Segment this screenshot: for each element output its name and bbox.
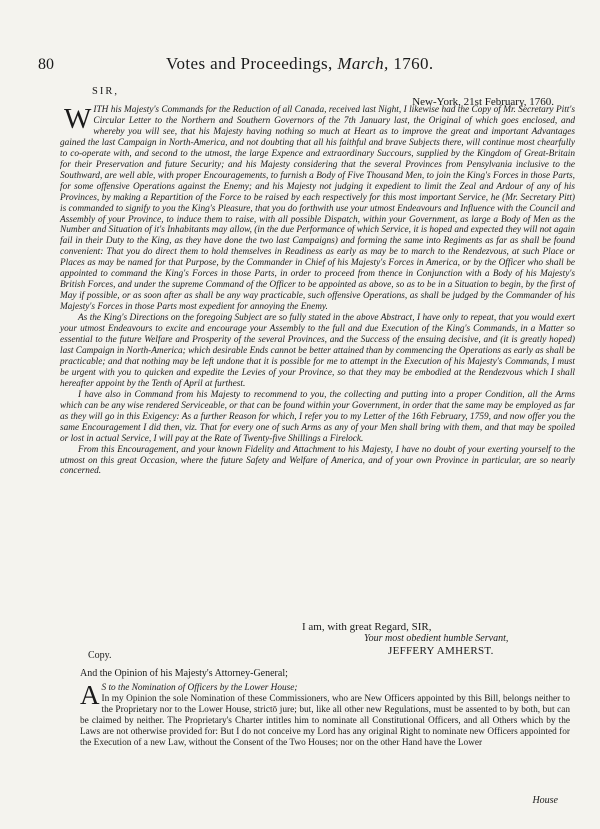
letter-paragraph-4: From this Encouragement, and your known Fidelity and Attachment to his Majesty, I have no doubt of your exerting yourself to the utmost on this great Occasion, where the future Safety and Welfare of America, and of your own Province in particular, are so nearly concerned. bbox=[60, 444, 575, 477]
letter-date: New-York, 21st February, 1760. bbox=[412, 96, 554, 108]
drop-cap: W bbox=[64, 103, 92, 135]
running-title-month: March, bbox=[337, 54, 389, 73]
letter-salutation: SIR, bbox=[92, 86, 119, 97]
letter-body bbox=[60, 105, 575, 477]
running-title-prefix: Votes and Proceedings, bbox=[166, 54, 333, 73]
running-title-year: 1760. bbox=[393, 54, 434, 73]
running-title bbox=[166, 54, 434, 74]
opinion-intro: And the Opinion of his Majesty's Attorney-General; bbox=[80, 668, 288, 679]
opinion-heading bbox=[80, 680, 570, 710]
catchword: House bbox=[532, 795, 558, 806]
letter-subscription: Your most obedient humble Servant, bbox=[364, 633, 509, 644]
page-number: 80 bbox=[38, 56, 54, 73]
letter-paragraph-1-text: ITH his Majesty's Commands for the Reduction of all Canada, received last Night, I likewise had the Copy of Mr. Secretary Pitt's Circular Letter to the Northern and Southern Governors of the 7th January last, the Original of which goes enclosed, and whereby you will see, that his Majesty having nothing so much at Heart as to improve the great and important Advantages gained the last Campaign in North-America, and not doubting that all his faithful and brave Subjects there, will continue most chearfully to co-operate with, and second to the utmost, the large Expence and extraordinary Succours, supplied by the Kingdom of Great-Britain for their Preservation and future Security; and his Majesty considering that the several Provinces from Pensylvania inclusive to the Southward, are well able, with proper Encouragements, to furnish a Body of Five Thousand Men, to join the King's Forces in those Parts, for some offensive Operations against the Enemy; and his Majesty not judging it expedient to limit the Zeal and Ardour of any of his Provinces, by making a Repartition of the Force to be raised by each respectively for this most important Service, he (Mr. Secretary Pitt) is commanded to signify to you the King's Pleasure, that you do forthwith use your utmost Endeavours and Influence with the Council and Assembly of your Province, to induce them to raise, with all possible Dispatch, within your Government, as large a Body of Men as the Number and Situation of it's Inhabitants may allow, (in the due Performance of which Service, it is hoped and expected they will not again fail in their Duty to the King, as they have done the two last Campaigns) and forming the same into Regiments as far as shall be found convenient: That you do direct them to hold themselves in Readiness as early as may be to march to the Rendezvous, at such Place or Places as may be named for that Purpose, by the Commander in Chief of his Majesty's Forces in America, or by the Officer who shall be appointed to command the King's Forces in those Parts, in order to proceed from thence in Conjunction with a Body of his Majesty's British Forces, and under the supreme Command of the Officer to be appointed as above, so as to be in a Situation to begin, by the first of May if possible, or as soon after as shall be any way practicable, such offensive Operations, as shall be judged by the Commander of his Majesty's Forces in those Parts most expedient for annoying the Enemy. bbox=[60, 105, 575, 313]
letter-paragraph-1 bbox=[60, 105, 575, 313]
letter-paragraph-3: I have also in Command from his Majesty to recommend to you, the collecting and putting into a proper Condition, all the Arms which can be any wise rendered Serviceable, or that can be found within your Government, in order that the same may be employed as far as they will go in this Exigency: As a further Reason for which, I refer you to my Letter of the 16th February, 1759, and now offer you the same Encouragement I did then, viz. That for every one of such Arms as any of your Men shall bring with them, and that may be spoiled or lost in actual Service, I will pay at the Rate of Twenty-five Shillings a Firelock. bbox=[60, 389, 575, 444]
letter-closing: I am, with great Regard, SIR, bbox=[302, 621, 432, 633]
letter-paragraph-2: As the King's Directions on the foregoing Subject are so fully stated in the above Abstract, I have only to repeat, that you would exert your utmost Endeavours to excite and encourage your Assembly to the full and due Execution of the King's Commands, in a Matter so essential to the future Welfare and Prosperity of the several Provinces, and the Success of the ensuing decisive, and (it is greatly hoped) last Campaign in North-America; which desirable Ends cannot be better attained than by commencing the Operations as early as shall be practicable; and that nothing may be left undone that it is possible for me to attempt in the Execution of his Majesty's Commands, I must be urgent with you to quicken and expedite the Levies of your Province, so that they may be embodied at the Rendezvous which I shall hereafter appoint by the Tenth of April at furthest. bbox=[60, 313, 575, 389]
opinion-heading-text: S to the Nomination of Officers by the Lower House; bbox=[101, 683, 298, 693]
opinion-body bbox=[80, 680, 570, 749]
opinion-paragraph: In my Opinion the sole Nomination of these Commissioners, who are New Officers appointed by this Bill, belongs neither to the Proprietary nor to the Lower House, strictō jure; but, like all other new Regulations, must be assented to by both, but can be claimed by neither. The Proprietary's Charter intitles him to nominate all Constitutional Officers, and all Others which by the Laws are not otherwise provided for: But I do not conceive my Lord has any original Right to nominate new Officers appointed for the Execution of a new Law, without the Consent of the Two Houses; nor on the other Hand have the Lower bbox=[80, 694, 570, 748]
opinion-drop-cap: A bbox=[80, 680, 100, 710]
copy-label: Copy. bbox=[88, 650, 112, 661]
letter-signature: JEFFERY AMHERST. bbox=[388, 645, 494, 657]
